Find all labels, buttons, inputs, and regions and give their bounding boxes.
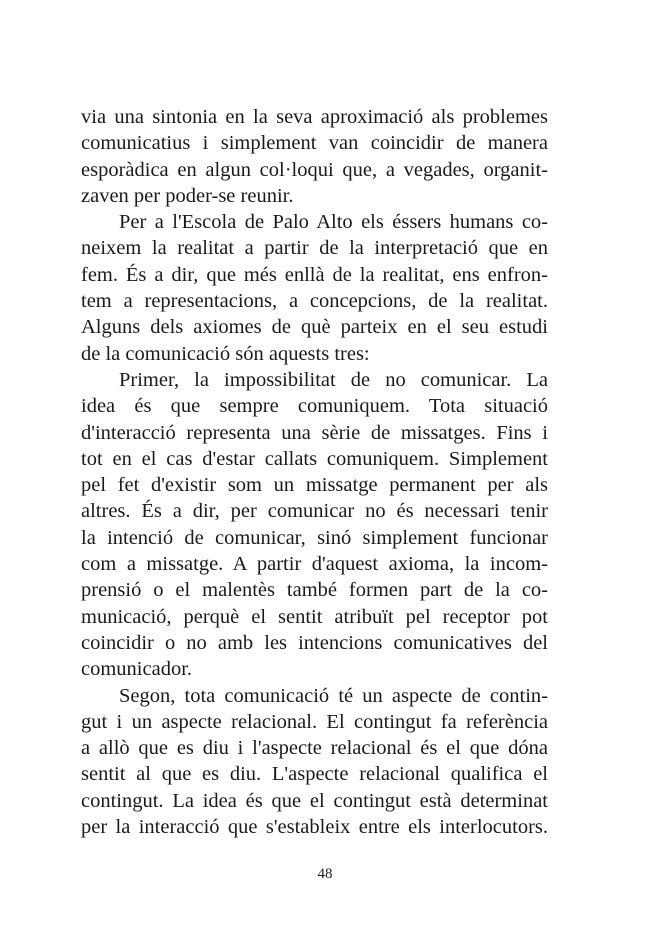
text-line: Alguns dels axiomes de què parteix en el seu estudi	[81, 316, 548, 339]
text-line: de la comunicació són aquests tres:	[81, 342, 370, 365]
text-line: idea és que sempre comuniquem. Tota situació	[81, 395, 548, 418]
text-line: Segon, tota comunicació té un aspecte de contin-	[119, 684, 548, 707]
text-line: sentit al que es diu. L'aspecte relacional qualifica el	[81, 763, 548, 786]
text-line: gut i un aspecte relacional. El contingut fa referència	[81, 710, 548, 733]
text-line: prensió o el malentès també formen part de la co-	[81, 579, 548, 602]
page-number: 48	[317, 866, 333, 882]
text-line: altres. És a dir, per comunicar no és necessari tenir	[81, 500, 548, 523]
text-line: contingut. La idea és que el contingut està determinat	[81, 789, 548, 812]
body-text	[81, 104, 548, 840]
text-line: la intenció de comunicar, sinó simplement funcionar	[81, 526, 548, 549]
text-line: coincidir o no amb les intencions comunicatives del	[81, 631, 548, 654]
text-line: Per a l'Escola de Palo Alto els éssers humans co-	[119, 211, 548, 234]
text-line: esporàdica en algun col·loqui que, a vegades, organit-	[81, 158, 548, 181]
text-line: via una sintonia en la seva aproximació als problemes	[81, 106, 548, 128]
text-line: municació, perquè el sentit atribuït pel receptor pot	[81, 605, 548, 628]
text-line: zaven per poder-se reunir.	[81, 184, 294, 207]
text-line: tot en el cas d'estar callats comuniquem. Simplement	[81, 447, 548, 470]
text-line: per la interacció que s'estableix entre els interlocutors.	[81, 816, 548, 839]
text-line: a allò que es diu i l'aspecte relacional és el que dóna	[81, 737, 548, 760]
text-line: comunicador.	[81, 658, 193, 681]
text-line: d'interacció representa una sèrie de missatges. Fins i	[81, 421, 548, 444]
text-line: tem a representacions, a concepcions, de la realitat.	[81, 290, 548, 313]
text-line: Primer, la impossibilitat de no comunicar. La	[119, 368, 548, 391]
text-line: fem. És a dir, que més enllà de la realitat, ens enfron-	[81, 263, 548, 286]
text-line: neixem la realitat a partir de la interpretació que en	[81, 237, 548, 260]
text-line: pel fet d'existir som un missatge permanent per als	[81, 474, 548, 497]
text-line: comunicatius i simplement van coincidir de manera	[81, 132, 548, 155]
text-line: com a missatge. A partir d'aquest axioma, la incom-	[81, 553, 548, 576]
